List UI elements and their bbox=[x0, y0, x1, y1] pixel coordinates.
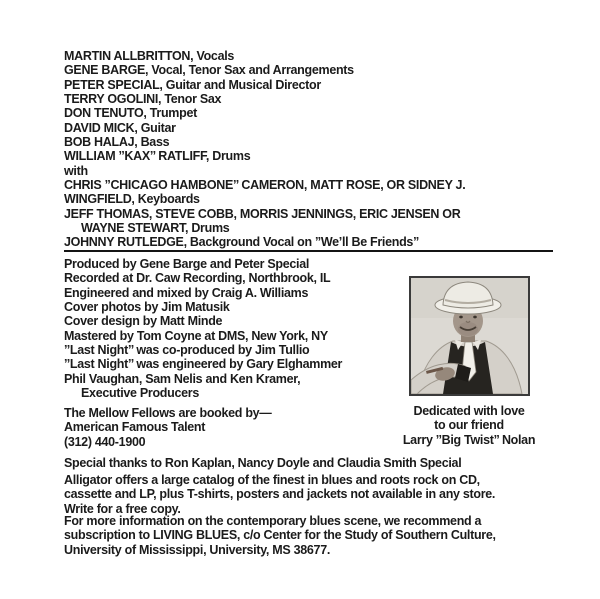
catalog-line: cassette and LP, plus T-shirts, posters and jackets not available in any store. bbox=[64, 487, 496, 502]
dedication-line: to our friend bbox=[434, 418, 504, 433]
portrait-photo bbox=[409, 276, 530, 396]
credit-line: CHRIS ’’CHICAGO HAMBONE’’ CAMERON, MATT ROSE, OR SIDNEY J. bbox=[64, 178, 466, 193]
credit-line: JEFF THOMAS, STEVE COBB, MORRIS JENNINGS, ERIC JENSEN OR bbox=[64, 206, 461, 221]
credit-line: BOB HALAJ, Bass bbox=[64, 135, 170, 150]
credit-line: WAYNE STEWART, Drums bbox=[81, 221, 230, 236]
production-credits-list bbox=[64, 257, 342, 400]
credit-line: with bbox=[64, 163, 88, 178]
living-blues-line: University of Mississippi, University, MS 38677. bbox=[64, 542, 331, 557]
production-line: Executive Producers bbox=[81, 386, 199, 401]
dedication-note bbox=[383, 404, 555, 447]
credit-line: PETER SPECIAL, Guitar and Musical Director bbox=[64, 77, 321, 92]
credit-line: DAVID MICK, Guitar bbox=[64, 120, 176, 135]
portrait-illustration bbox=[411, 278, 528, 394]
special-thanks bbox=[64, 456, 461, 470]
living-blues-line: For more information on the contemporary blues scene, we recommend a bbox=[64, 514, 482, 528]
production-line: Cover photos by Jim Matusik bbox=[64, 300, 230, 315]
credit-line: DON TENUTO, Trumpet bbox=[64, 106, 197, 121]
production-line: Recorded at Dr. Caw Recording, Northbrook, IL bbox=[64, 271, 331, 286]
production-line: ’’Last Night’’ was engineered by Gary Elghammer bbox=[64, 357, 343, 372]
living-blues-note bbox=[64, 514, 496, 557]
credit-line: MARTIN ALLBRITTON, Vocals bbox=[64, 49, 235, 63]
catalog-line: Write for a free copy. bbox=[64, 501, 181, 516]
divider-rule bbox=[64, 250, 553, 252]
special-thanks-line: Special thanks to Ron Kaplan, Nancy Doyle and Claudia Smith Special bbox=[64, 456, 462, 470]
production-line: Produced by Gene Barge and Peter Special bbox=[64, 257, 310, 271]
production-line: Mastered by Tom Coyne at DMS, New York, NY bbox=[64, 328, 328, 343]
credit-line: WILLIAM ’’KAX’’ RATLIFF, Drums bbox=[64, 149, 251, 164]
booking-line: American Famous Talent bbox=[64, 420, 206, 435]
booking-line: The Mellow Fellows are booked by— bbox=[64, 406, 272, 420]
production-line: ’’Last Night’’ was co-produced by Jim Tullio bbox=[64, 343, 310, 358]
alligator-catalog-note bbox=[64, 473, 495, 516]
credit-line: TERRY OGOLINI, Tenor Sax bbox=[64, 92, 222, 107]
booking-info bbox=[64, 406, 272, 449]
credit-line: JOHNNY RUTLEDGE, Background Vocal on ’’We’ll Be Friends’’ bbox=[64, 235, 419, 250]
production-line: Engineered and mixed by Craig A. Williams bbox=[64, 285, 309, 300]
band-credits-list bbox=[64, 49, 465, 250]
dedication-line: Larry ’’Big Twist’’ Nolan bbox=[402, 432, 536, 447]
production-line: Phil Vaughan, Sam Nelis and Ken Kramer, bbox=[64, 371, 301, 386]
booking-phone: (312) 440-1900 bbox=[64, 434, 146, 449]
credit-line: GENE BARGE, Vocal, Tenor Sax and Arrangements bbox=[64, 63, 354, 78]
living-blues-line: subscription to LIVING BLUES, c/o Center for the Study of Southern Culture, bbox=[64, 528, 496, 543]
credit-line: WINGFIELD, Keyboards bbox=[64, 192, 200, 207]
catalog-line: Alligator offers a large catalog of the finest in blues and roots rock on CD, bbox=[64, 473, 480, 487]
production-line: Cover design by Matt Minde bbox=[64, 314, 223, 329]
dedication-line: Dedicated with love bbox=[413, 404, 525, 418]
